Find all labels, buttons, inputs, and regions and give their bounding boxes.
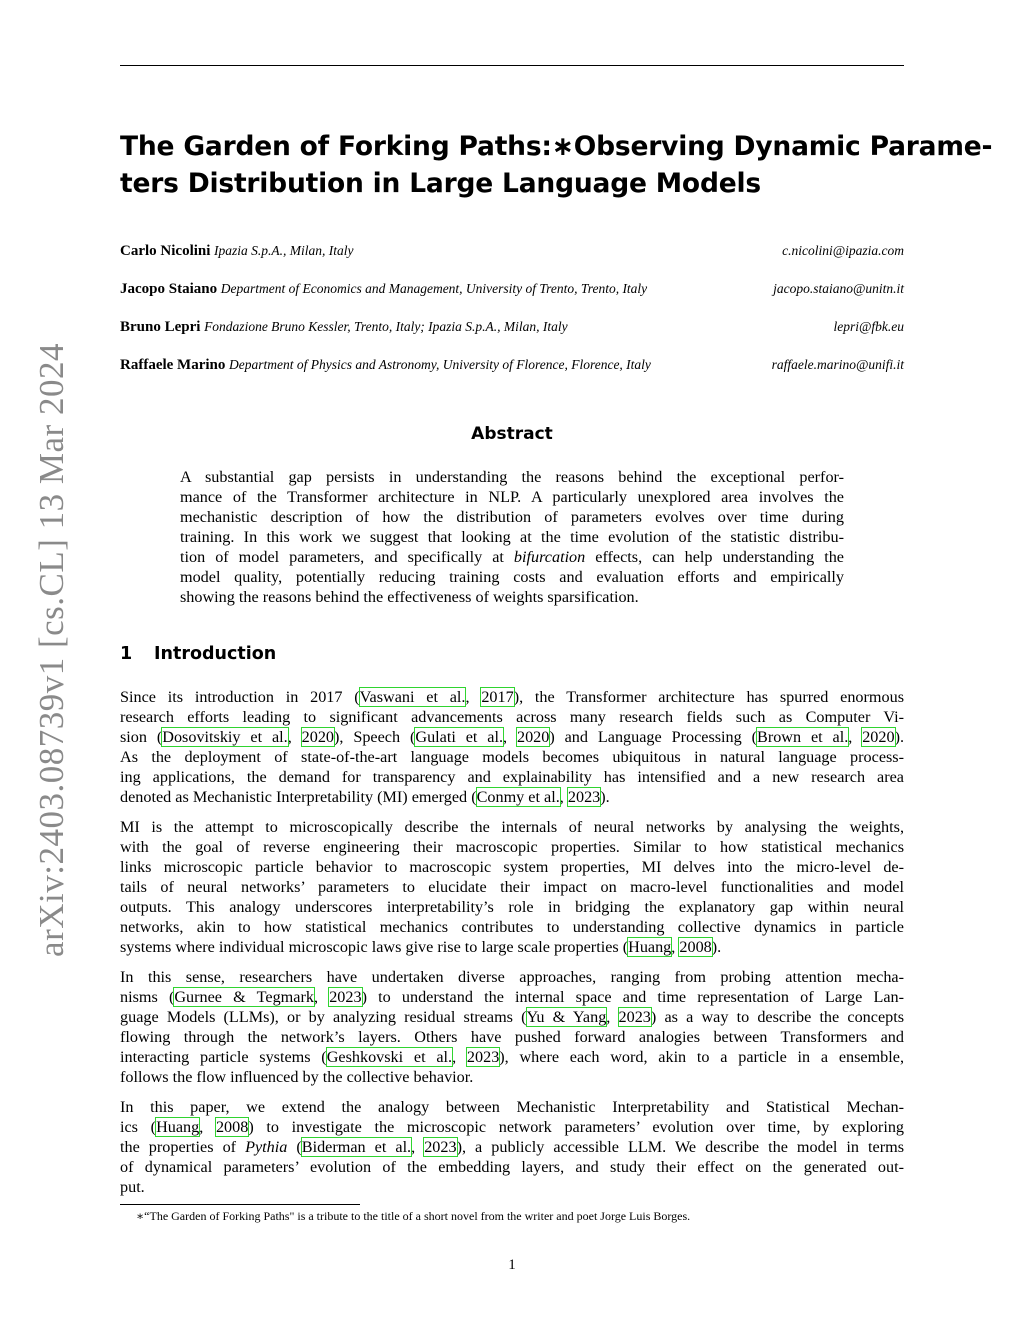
title-line-2: ters Distribution in Large Language Models: [120, 168, 761, 199]
text-line: with the goal of reverse engineering their macroscopic properties. Similar to how statistical mechanics: [120, 838, 904, 856]
abstract-line: mance of the Transformer architecture in NLP. A particularly unexplored area involves the: [180, 488, 844, 506]
citation-year-link[interactable]: 2023: [567, 788, 601, 806]
intro-paragraph-3: [120, 967, 904, 1087]
text-line: [120, 987, 904, 1007]
text-line: research efforts leading to significant advancements across many research fields such as Computer Vi-: [120, 708, 904, 726]
citation-year-link[interactable]: 2023: [466, 1048, 500, 1066]
text: ), where each word, akin to a particle in a ensemble,: [499, 1048, 904, 1066]
citation-year-link[interactable]: 2023: [424, 1138, 457, 1156]
text: ,: [606, 1008, 619, 1026]
text: ), a publicly accessible LLM. We describe the model in terms: [456, 1138, 904, 1156]
citation-link[interactable]: Brown et al.: [757, 728, 849, 746]
text-line: [120, 937, 904, 957]
text-line: [120, 1137, 904, 1157]
citation-link[interactable]: Vaswani et al.: [359, 688, 466, 706]
text-line: [120, 787, 904, 807]
author-name: Jacopo Staiano: [120, 281, 218, 297]
text-line: [120, 687, 904, 707]
text: ) and Language Processing (: [549, 728, 758, 746]
citation-link[interactable]: Huang: [156, 1118, 200, 1136]
citation-link[interactable]: Gulati et al.: [415, 728, 504, 746]
text-line: [120, 1047, 904, 1067]
section-heading: [120, 644, 276, 664]
citation-link[interactable]: Yu & Yang: [526, 1008, 607, 1026]
text: ) to understand the internal space and time representation of Large Lan-: [361, 988, 904, 1006]
text: ,: [671, 938, 680, 956]
citation-link[interactable]: Geshkovski et al.: [326, 1048, 453, 1066]
text-line: follows the flow influenced by the collective behavior.: [120, 1068, 474, 1086]
text-line: ing applications, the demand for transparency and explainability has intensified and a new research area: [120, 768, 904, 786]
intro-paragraph-1: [120, 687, 904, 807]
citation-year-link[interactable]: 2023: [329, 988, 362, 1006]
text: systems where individual microscopic laws give rise to large scale properties (: [120, 938, 629, 956]
abstract-text: effects, can help understanding the: [585, 548, 844, 566]
author-affiliation: Fondazione Bruno Kessler, Trento, Italy; Ipazia S.p.A., Milan, Italy: [204, 319, 568, 334]
intro-paragraph-2: [120, 817, 904, 957]
citation-year-link[interactable]: 2023: [618, 1008, 651, 1026]
text-line: of dynamical parameters’ evolution of the embedding layers, and study their effect on the generated out-: [120, 1158, 904, 1176]
abstract-line: training. In this work we suggest that looking at the time evolution of the statistic distribu-: [180, 528, 844, 546]
text-line: tails of neural networks’ parameters to elucidate their impact on macro-level functionalities and model: [120, 878, 904, 896]
text-line: put.: [120, 1178, 145, 1196]
text-line: [120, 727, 904, 747]
paper-title: [120, 128, 993, 202]
footnote: ∗“The Garden of Forking Paths" is a tribute to the title of a short novel from the writer and poet Jorge Luis Borges.: [136, 1209, 691, 1223]
author-entry: [120, 357, 904, 377]
author-affiliation: Ipazia S.p.A., Milan, Italy: [214, 243, 354, 258]
author-name: Carlo Nicolini: [120, 243, 211, 259]
text: ,: [313, 988, 330, 1006]
citation-year-link[interactable]: 2020: [862, 728, 895, 746]
author-name: Raffaele Marino: [120, 357, 226, 373]
arxiv-identifier[interactable]: arXiv:2403.08739v1 [cs.CL] 13 Mar 2024: [32, 343, 71, 957]
text: ).: [600, 788, 610, 806]
citation-link[interactable]: Dosovitskiy et al.: [162, 728, 288, 746]
author-email[interactable]: lepri@fbk.eu: [833, 319, 904, 334]
header-rule: [120, 65, 904, 66]
author-email[interactable]: jacopo.staiano@unitn.it: [773, 281, 904, 296]
text: ).: [894, 728, 904, 746]
abstract-line: [180, 547, 844, 567]
citation-year-link[interactable]: 2020: [516, 728, 550, 746]
text-line: [120, 1007, 904, 1027]
abstract-line: mechanistic description of how the distribution of parameters evolves over time during: [180, 508, 844, 526]
text-line: In this sense, researchers have undertaken diverse approaches, ranging from probing attention mecha-: [120, 968, 904, 986]
citation-year-link[interactable]: 2017: [481, 688, 514, 706]
author-affiliation: Department of Physics and Astronomy, University of Florence, Florence, Italy: [229, 357, 651, 372]
author-entry: [120, 319, 904, 339]
citation-year-link[interactable]: 2008: [215, 1118, 249, 1136]
section-number: 1: [120, 644, 133, 664]
citation-link[interactable]: Conmy et al.: [476, 788, 560, 806]
text: the properties of: [120, 1138, 246, 1156]
text: ) to investigate the microscopic network parameters’ evolution over time, by exploring: [248, 1118, 904, 1136]
text: ,: [287, 728, 302, 746]
abstract-heading: Abstract: [471, 424, 553, 444]
text: denoted as Mechanistic Interpretability (MI) emerged (: [120, 788, 477, 806]
text: ,: [465, 688, 482, 706]
text-line: flowing through the network’s layers. Others have pushed forward analogies between Transformers and: [120, 1028, 904, 1046]
text: ,: [559, 788, 568, 806]
citation-link[interactable]: Huang: [628, 938, 672, 956]
citation-year-link[interactable]: 2008: [679, 938, 712, 956]
author-entry: [120, 281, 904, 301]
text: ,: [503, 728, 517, 746]
text: ,: [199, 1118, 216, 1136]
text-line: As the deployment of state-of-the-art language models becomes ubiquitous in natural language process-: [120, 748, 904, 766]
text-line: In this paper, we extend the analogy between Mechanistic Interpretability and Statistical Mechan-: [120, 1098, 904, 1116]
text: ) as a way to describe the concepts: [650, 1008, 904, 1026]
title-line-1: The Garden of Forking Paths:∗Observing Dynamic Parame-: [120, 131, 993, 162]
abstract-line: A substantial gap persists in understanding the reasons behind the exceptional perfor-: [180, 468, 844, 486]
author-entry: [120, 243, 904, 263]
text: ,: [848, 728, 863, 746]
author-email[interactable]: c.nicolini@ipazia.com: [782, 243, 904, 258]
text: ,: [452, 1048, 467, 1066]
citation-link[interactable]: Biderman et al.: [301, 1138, 412, 1156]
text: Since its introduction in 2017 (: [120, 688, 360, 706]
text: nisms (: [120, 988, 175, 1006]
text-line: links microscopic particle behavior to macroscopic system properties, MI delves into the micro-level de-: [120, 858, 904, 876]
text-line: outputs. This analogy underscores interpretability’s role in bridging the explanatory gap within neural: [120, 898, 904, 916]
citation-link[interactable]: Gurnee & Tegmark: [174, 988, 314, 1006]
text: (: [287, 1138, 302, 1156]
page-number: 1: [508, 1257, 516, 1273]
abstract-text: tion of model parameters, and specifically at: [180, 548, 514, 566]
abstract-body: [180, 467, 844, 607]
text: interacting particle systems (: [120, 1048, 327, 1066]
author-email[interactable]: raffaele.marino@unifi.it: [771, 357, 904, 372]
abstract-line: showing the reasons behind the effectiveness of weights sparsification.: [180, 588, 639, 606]
text: guage Models (LLMs), or by analyzing residual streams (: [120, 1008, 527, 1026]
section-title: Introduction: [154, 644, 277, 664]
author-name: Bruno Lepri: [120, 319, 201, 335]
text: sion (: [120, 728, 163, 746]
author-affiliation: Department of Economics and Management, University of Trento, Trento, Italy: [220, 281, 648, 296]
text-line: [120, 1117, 904, 1137]
text-line: networks, akin to how statistical mechanics contributes to understanding collective dynamics in particle: [120, 918, 904, 936]
text: ).: [711, 938, 722, 956]
citation-year-link[interactable]: 2020: [301, 728, 335, 746]
abstract-emphasis: bifurcation: [513, 548, 586, 566]
intro-paragraph-4: [120, 1097, 904, 1197]
text: ,: [411, 1138, 425, 1156]
footnote-rule: [120, 1204, 360, 1205]
text: ), Speech (: [334, 728, 416, 746]
text-line: MI is the attempt to microscopically describe the internals of neural networks by analysing the weights,: [120, 818, 904, 836]
model-name-emphasis: Pythia: [245, 1138, 288, 1156]
abstract-line: model quality, potentially reducing training costs and evaluation efforts and empirically: [180, 568, 844, 586]
text: ), the Transformer architecture has spurred enormous: [513, 688, 904, 706]
text: ics (: [120, 1118, 157, 1136]
